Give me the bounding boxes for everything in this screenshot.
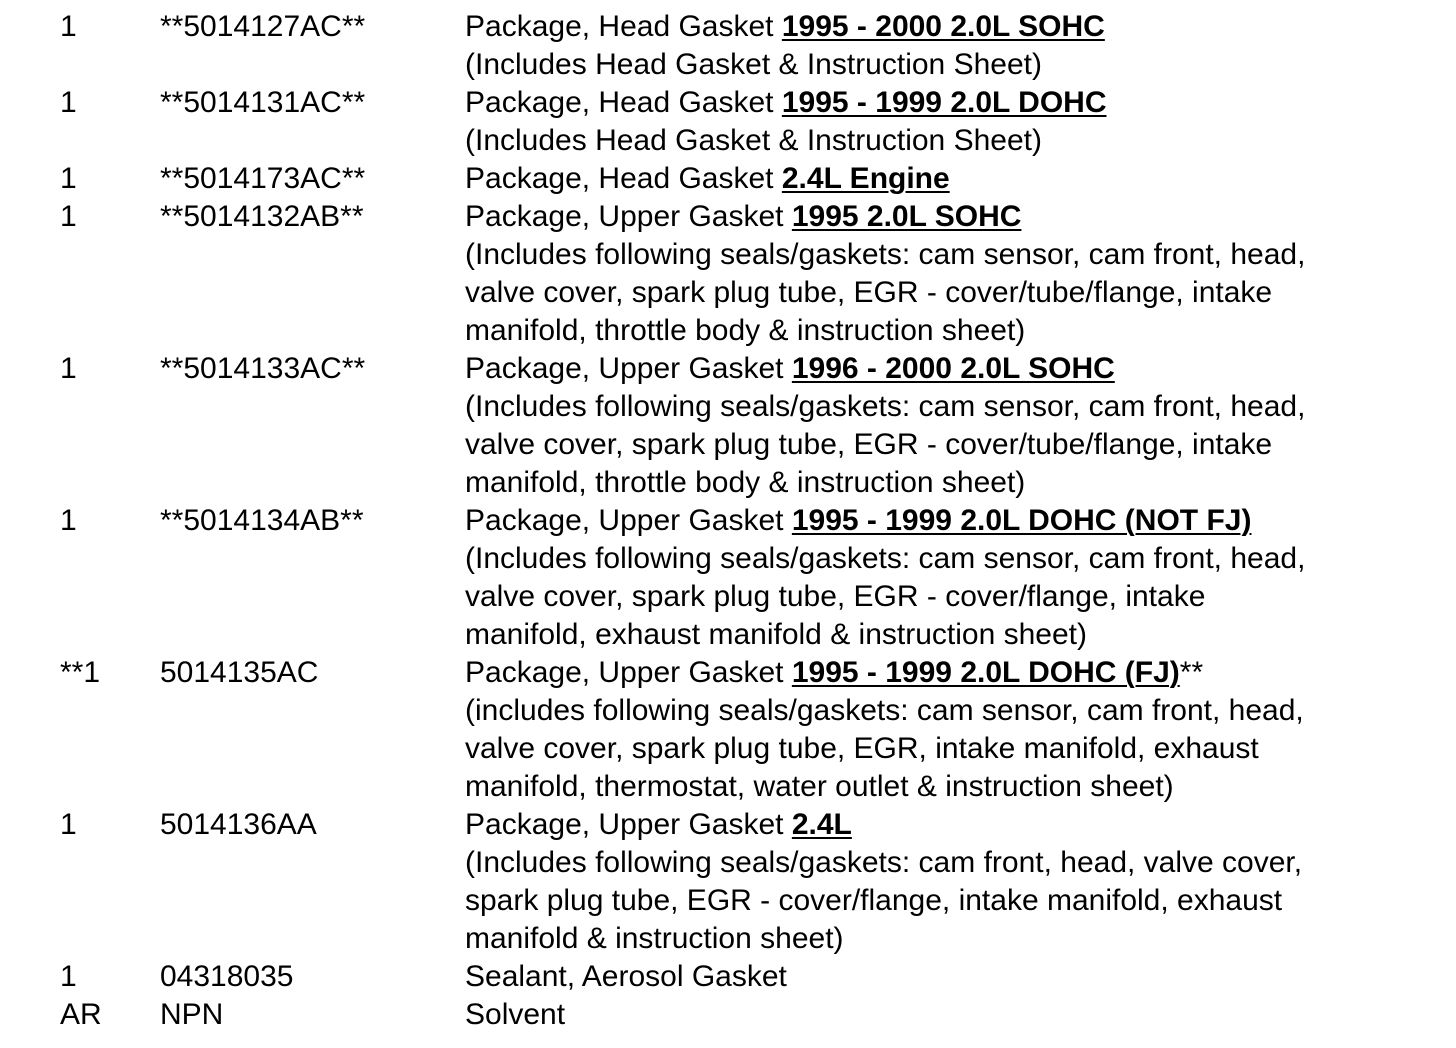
parts-row — [0, 654, 1456, 806]
description-line — [465, 654, 1425, 692]
description-note: valve cover, spark plug tube, EGR - cover/tube/flange, intake — [465, 428, 1273, 461]
quantity: AR — [60, 998, 102, 1031]
parts-row — [0, 84, 1456, 160]
part-number: 5014135AC — [160, 656, 319, 689]
application-highlight: 1995 - 1999 2.0L DOHC — [781, 86, 1107, 119]
description-note: valve cover, spark plug tube, EGR, intake manifold, exhaust — [465, 732, 1259, 765]
part-number: 04318035 — [160, 960, 294, 993]
description-note: valve cover, spark plug tube, EGR - cover/flange, intake — [465, 580, 1206, 613]
application-highlight: 1995 - 2000 2.0L SOHC — [781, 10, 1105, 43]
description-line — [465, 160, 1425, 198]
parts-list — [0, 8, 1456, 1034]
quantity: **1 — [60, 656, 101, 689]
description — [465, 958, 1425, 996]
description-line — [465, 84, 1425, 122]
description-note: (Includes following seals/gaskets: cam front, head, valve cover, — [465, 846, 1303, 879]
part-number: **5014133AC** — [160, 352, 366, 385]
description-text: Package, Upper Gasket — [465, 352, 792, 385]
part-number: **5014127AC** — [160, 10, 366, 43]
description-note: manifold, thermostat, water outlet & instruction sheet) — [465, 770, 1174, 803]
description-line — [465, 958, 1425, 996]
description-note: valve cover, spark plug tube, EGR - cover/tube/flange, intake — [465, 276, 1273, 309]
description-line — [465, 996, 1425, 1034]
parts-row — [0, 958, 1456, 996]
description-line — [465, 502, 1425, 540]
description-note: (Includes following seals/gaskets: cam sensor, cam front, head, — [465, 542, 1306, 575]
part-number: NPN — [160, 998, 224, 1031]
description — [465, 84, 1425, 160]
description-text: Package, Upper Gasket — [465, 656, 792, 689]
parts-row — [0, 8, 1456, 84]
quantity: 1 — [60, 808, 77, 841]
quantity: 1 — [60, 352, 77, 385]
part-number: **5014132AB** — [160, 200, 364, 233]
description-note: (Includes Head Gasket & Instruction Sheet) — [465, 124, 1042, 157]
description-note: (Includes Head Gasket & Instruction Sheet) — [465, 48, 1042, 81]
quantity: 1 — [60, 200, 77, 233]
description — [465, 198, 1425, 350]
description-line — [465, 8, 1425, 46]
description-text: Package, Head Gasket — [465, 162, 782, 195]
quantity: 1 — [60, 10, 77, 43]
description — [465, 996, 1425, 1034]
description — [465, 8, 1425, 84]
part-number: **5014173AC** — [160, 162, 366, 195]
description — [465, 502, 1425, 654]
description-line — [465, 806, 1425, 844]
description-text: Package, Upper Gasket — [465, 808, 792, 841]
description-note: manifold, throttle body & instruction sheet) — [465, 314, 1026, 347]
description — [465, 160, 1425, 198]
description-text: Package, Upper Gasket — [465, 200, 792, 233]
description-text: Package, Head Gasket — [465, 10, 782, 43]
application-highlight: 2.4L — [791, 808, 852, 841]
description-note: (Includes following seals/gaskets: cam sensor, cam front, head, — [465, 238, 1306, 271]
quantity: 1 — [60, 504, 77, 537]
part-number: **5014131AC** — [160, 86, 366, 119]
description-note: manifold & instruction sheet) — [465, 922, 844, 955]
parts-row — [0, 198, 1456, 350]
application-highlight: 1996 - 2000 2.0L SOHC — [791, 352, 1115, 385]
part-number: 5014136AA — [160, 808, 317, 841]
description-note: spark plug tube, EGR - cover/flange, intake manifold, exhaust — [465, 884, 1283, 917]
revision-mark: ** — [1179, 656, 1204, 689]
description-note: (includes following seals/gaskets: cam sensor, cam front, head, — [465, 694, 1304, 727]
quantity: 1 — [60, 86, 77, 119]
description — [465, 806, 1425, 958]
description-text: Solvent — [465, 998, 566, 1031]
application-highlight: 2.4L Engine — [781, 162, 950, 195]
description-note: (Includes following seals/gaskets: cam sensor, cam front, head, — [465, 390, 1306, 423]
application-highlight: 1995 2.0L SOHC — [791, 200, 1022, 233]
description — [465, 654, 1425, 806]
parts-row — [0, 160, 1456, 198]
parts-row — [0, 806, 1456, 958]
application-highlight: 1995 - 1999 2.0L DOHC (NOT FJ) — [791, 504, 1252, 537]
description-line — [465, 198, 1425, 236]
parts-row — [0, 350, 1456, 502]
description-line — [465, 350, 1425, 388]
quantity: 1 — [60, 960, 77, 993]
description — [465, 350, 1425, 502]
quantity: 1 — [60, 162, 77, 195]
description-text: Package, Head Gasket — [465, 86, 782, 119]
part-number: **5014134AB** — [160, 504, 364, 537]
description-text: Package, Upper Gasket — [465, 504, 792, 537]
description-note: manifold, exhaust manifold & instruction sheet) — [465, 618, 1087, 651]
description-note: manifold, throttle body & instruction sheet) — [465, 466, 1026, 499]
description-text: Sealant, Aerosol Gasket — [465, 960, 787, 993]
application-highlight: 1995 - 1999 2.0L DOHC (FJ) — [791, 656, 1180, 689]
parts-row — [0, 502, 1456, 654]
parts-row — [0, 996, 1456, 1034]
